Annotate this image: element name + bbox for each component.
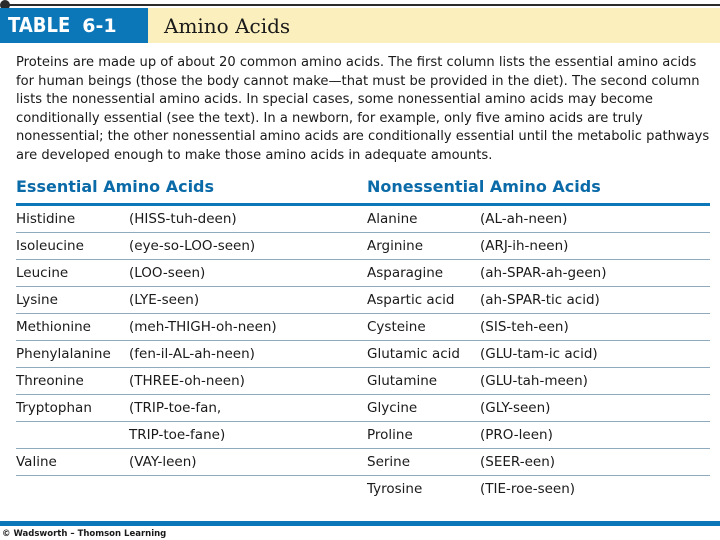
nonessential-name: Glycine bbox=[367, 400, 418, 416]
essential-pronunciation: (THREE-oh-neen) bbox=[129, 373, 245, 389]
essential-name: Isoleucine bbox=[16, 238, 84, 254]
nonessential-name: Glutamine bbox=[367, 373, 438, 389]
amino-acid-table bbox=[16, 206, 710, 502]
table-badge-word: TABLE bbox=[8, 13, 71, 38]
nonessential-pronunciation: (ah-SPAR-tic acid) bbox=[480, 292, 600, 308]
table-header-bar bbox=[0, 8, 720, 43]
nonessential-name: Proline bbox=[367, 427, 413, 443]
nonessential-name: Serine bbox=[367, 454, 411, 470]
essential-pronunciation: (meh-THIGH-oh-neen) bbox=[129, 319, 277, 335]
nonessential-pronunciation: (ah-SPAR-ah-geen) bbox=[480, 265, 607, 281]
table-row bbox=[16, 233, 710, 260]
essential-name: Valine bbox=[16, 454, 57, 470]
table-row bbox=[16, 341, 710, 368]
nonessential-pronunciation: (SIS-teh-een) bbox=[480, 319, 569, 335]
essential-name: Threonine bbox=[16, 373, 84, 389]
heading-essential: Essential Amino Acids bbox=[16, 177, 215, 196]
nonessential-name: Tyrosine bbox=[367, 481, 423, 497]
essential-pronunciation: TRIP-toe-fane) bbox=[129, 427, 226, 443]
heading-nonessential: Nonessential Amino Acids bbox=[367, 177, 601, 196]
table-row bbox=[16, 260, 710, 287]
table-row bbox=[16, 314, 710, 341]
essential-pronunciation: (fen-il-AL-ah-neen) bbox=[129, 346, 255, 362]
nonessential-name: Cysteine bbox=[367, 319, 426, 335]
essential-name: Histidine bbox=[16, 211, 76, 227]
nonessential-name: Arginine bbox=[367, 238, 424, 254]
table-badge-number: 6-1 bbox=[82, 14, 117, 37]
nonessential-pronunciation: (ARJ-ih-neen) bbox=[480, 238, 569, 254]
essential-name: Methionine bbox=[16, 319, 91, 335]
essential-name: Lysine bbox=[16, 292, 58, 308]
nonessential-name: Alanine bbox=[367, 211, 418, 227]
nonessential-name: Asparagine bbox=[367, 265, 444, 281]
nonessential-pronunciation: (TIE-roe-seen) bbox=[480, 481, 576, 497]
essential-pronunciation: (LYE-seen) bbox=[129, 292, 200, 308]
nonessential-pronunciation: (SEER-een) bbox=[480, 454, 556, 470]
nonessential-pronunciation: (PRO-leen) bbox=[480, 427, 553, 443]
table-row bbox=[16, 476, 710, 502]
essential-pronunciation: (TRIP-toe-fan, bbox=[129, 400, 222, 416]
essential-pronunciation: (LOO-seen) bbox=[129, 265, 206, 281]
table-title: Amino Acids bbox=[164, 13, 291, 38]
table-row bbox=[16, 206, 710, 233]
table-row bbox=[16, 395, 710, 422]
essential-pronunciation: (HISS-tuh-deen) bbox=[129, 211, 237, 227]
column-headings bbox=[0, 177, 720, 201]
table-row bbox=[16, 422, 710, 449]
nonessential-name: Glutamic acid bbox=[367, 346, 460, 362]
nonessential-pronunciation: (GLU-tah-meen) bbox=[480, 373, 588, 389]
table-row bbox=[16, 287, 710, 314]
table-title-band bbox=[148, 8, 720, 43]
bottom-rule bbox=[0, 521, 720, 526]
essential-name: Phenylalanine bbox=[16, 346, 111, 362]
essential-name: Leucine bbox=[16, 265, 69, 281]
intro-paragraph: Proteins are made up of about 20 common amino acids. The first column lists the essential amino acids for human beings (those the body cannot make—that must be provided in the diet). The second column lists the nonessential amino acids. In special cases, some nonessential amino acids may become conditionally essential (see the text). In a newborn, for example, only five amino acids are truly nonessential; the other nonessential amino acids are conditionally essential until the metabolic pathways are developed enough to make those amino acids in adequate amounts. bbox=[16, 55, 710, 163]
essential-pronunciation: (eye-so-LOO-seen) bbox=[129, 238, 256, 254]
nonessential-pronunciation: (GLY-seen) bbox=[480, 400, 551, 416]
table-row bbox=[16, 449, 710, 476]
nonessential-pronunciation: (AL-ah-neen) bbox=[480, 211, 568, 227]
copyright-credit: © Wadsworth – Thomson Learning bbox=[2, 529, 167, 539]
table-row bbox=[16, 368, 710, 395]
nonessential-name: Aspartic acid bbox=[367, 292, 455, 308]
essential-pronunciation: (VAY-leen) bbox=[129, 454, 197, 470]
table-badge bbox=[0, 8, 148, 43]
nonessential-pronunciation: (GLU-tam-ic acid) bbox=[480, 346, 598, 362]
essential-name: Tryptophan bbox=[16, 400, 92, 416]
top-rule bbox=[8, 4, 720, 6]
